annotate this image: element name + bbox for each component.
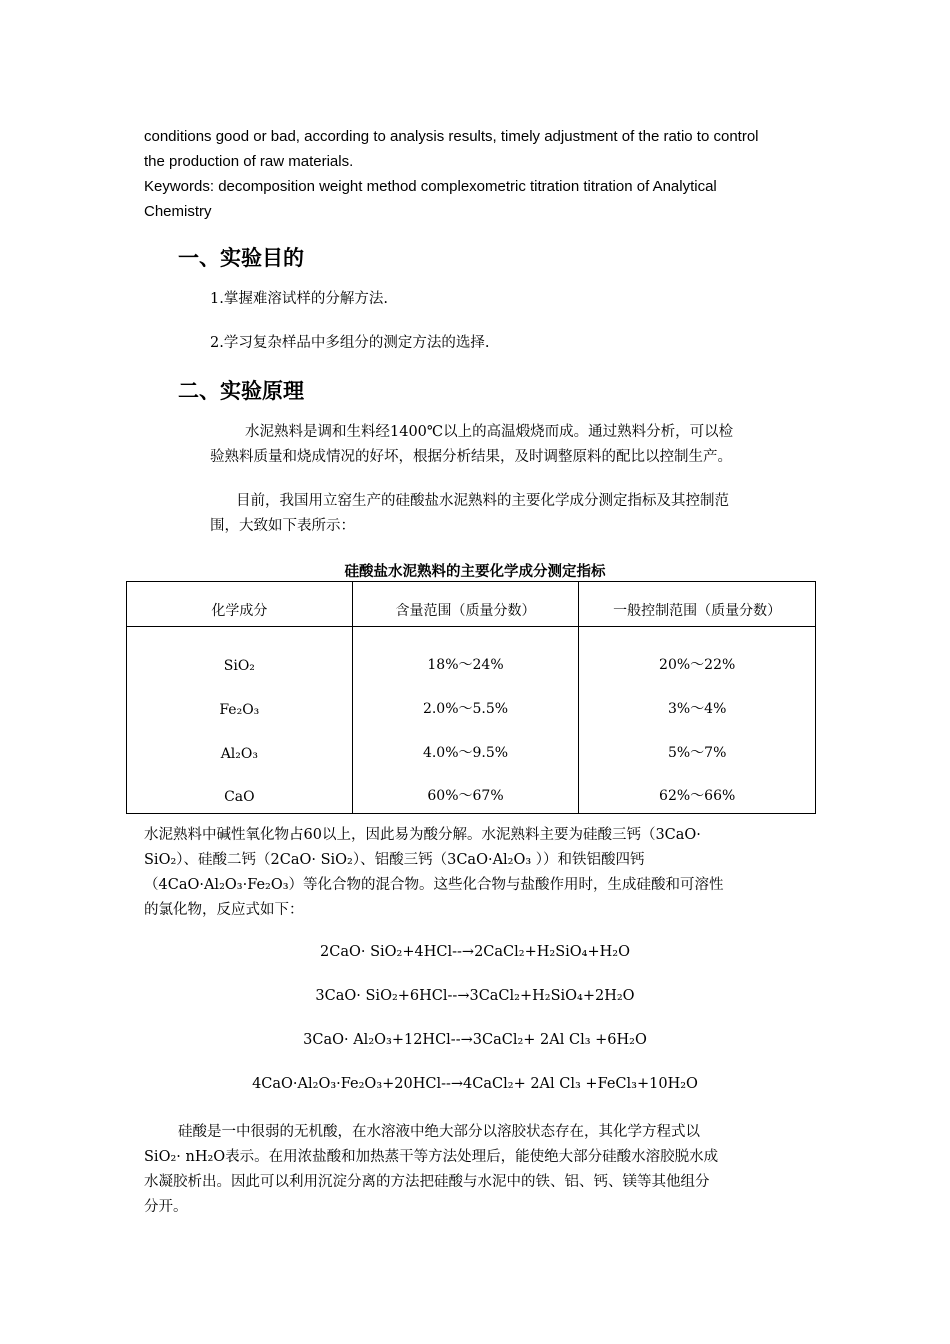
paragraph-line: 水泥熟料中碱性氧化物占60以上，因此易为酸分解。水泥熟料主要为硅酸三钙（3CaO· — [144, 827, 701, 843]
purpose-item: 1.掌握难溶试样的分解方法. — [210, 291, 388, 307]
table-header-row — [127, 582, 816, 627]
paragraph-line: SiO₂· nH₂O表示。在用浓盐酸和加热蒸干等方法处理后，能使绝大部分硅酸水溶胶脱水成 — [144, 1149, 719, 1165]
paragraph-line: 分开。 — [144, 1199, 188, 1215]
abstract-line: the production of raw materials. — [144, 153, 354, 170]
table-row — [127, 770, 816, 814]
paragraph-line: SiO₂）、硅酸二钙（2CaO· SiO₂）、铝酸三钙（3CaO·Al₂O₃ ））和铁铝酸四钙 — [144, 852, 645, 868]
section-heading-principle: 二、实验原理 — [178, 379, 304, 403]
reaction-equation: 3CaO· Al₂O₃+12HCl--→3CaCl₂+ 2Al Cl₃ +6H₂O — [303, 1032, 647, 1048]
table-header-cell: 一般控制范围（质量分数） — [579, 582, 816, 627]
keywords-line: Chemistry — [144, 203, 212, 220]
paragraph-line: 验熟料质量和烧成情况的好坏，根据分析结果，及时调整原料的配比以控制生产。 — [210, 449, 732, 465]
table-cell: 2.0%～5.5% — [352, 682, 579, 726]
table-row — [127, 627, 816, 682]
table-cell: Al₂O₃ — [127, 726, 353, 770]
purpose-item: 2.学习复杂样品中多组分的测定方法的选择. — [210, 335, 490, 351]
table-cell: 18%～24% — [352, 627, 579, 682]
table-cell: 4.0%～9.5% — [352, 726, 579, 770]
reaction-equation: 2CaO· SiO₂+4HCl--→2CaCl₂+H₂SiO₄+H₂O — [320, 944, 630, 960]
table-cell: 5%～7% — [579, 726, 816, 770]
table-cell: Fe₂O₃ — [127, 682, 353, 726]
table-caption: 硅酸盐水泥熟料的主要化学成分测定指标 — [344, 564, 606, 580]
paragraph-line: 围，大致如下表所示： — [210, 518, 355, 534]
table-cell: 3%～4% — [579, 682, 816, 726]
composition-table — [126, 581, 816, 814]
table-cell: CaO — [127, 770, 353, 814]
keywords-line: Keywords: decomposition weight method complexometric titration titration of Analytical — [144, 178, 717, 195]
section-heading-purpose: 一、实验目的 — [178, 246, 304, 270]
paragraph-line: 硅酸是一中很弱的无机酸，在水溶液中绝大部分以溶胶状态存在，其化学方程式以 — [178, 1124, 700, 1140]
reaction-equation: 4CaO·Al₂O₃·Fe₂O₃+20HCl--→4CaCl₂+ 2Al Cl₃ +FeCl₃+10H₂O — [252, 1076, 698, 1092]
table-cell: 62%～66% — [579, 770, 816, 814]
reaction-equation: 3CaO· SiO₂+6HCl--→3CaCl₂+H₂SiO₄+2H₂O — [315, 988, 635, 1004]
paragraph-line: 水凝胶析出。因此可以利用沉淀分离的方法把硅酸与水泥中的铁、铝、钙、镁等其他组分 — [144, 1174, 710, 1190]
table-cell: SiO₂ — [127, 627, 353, 682]
paragraph-line: （4CaO·Al₂O₃·Fe₂O₃）等化合物的混合物。这些化合物与盐酸作用时，生成硅酸和可溶性 — [144, 877, 724, 893]
paragraph-line: 水泥熟料是调和生料经1400℃以上的高温煅烧而成。通过熟料分析，可以检 — [245, 424, 734, 440]
table-cell: 20%～22% — [579, 627, 816, 682]
paragraph-line: 目前，我国用立窑生产的硅酸盐水泥熟料的主要化学成分测定指标及其控制范 — [236, 493, 729, 509]
table-header-cell: 含量范围（质量分数） — [352, 582, 579, 627]
table-row — [127, 726, 816, 770]
table-header-cell: 化学成分 — [127, 582, 353, 627]
table-row — [127, 682, 816, 726]
paragraph-line: 的氯化物，反应式如下： — [144, 902, 304, 918]
abstract-line: conditions good or bad, according to analysis results, timely adjustment of the ratio to control — [144, 128, 759, 145]
table-cell: 60%～67% — [352, 770, 579, 814]
